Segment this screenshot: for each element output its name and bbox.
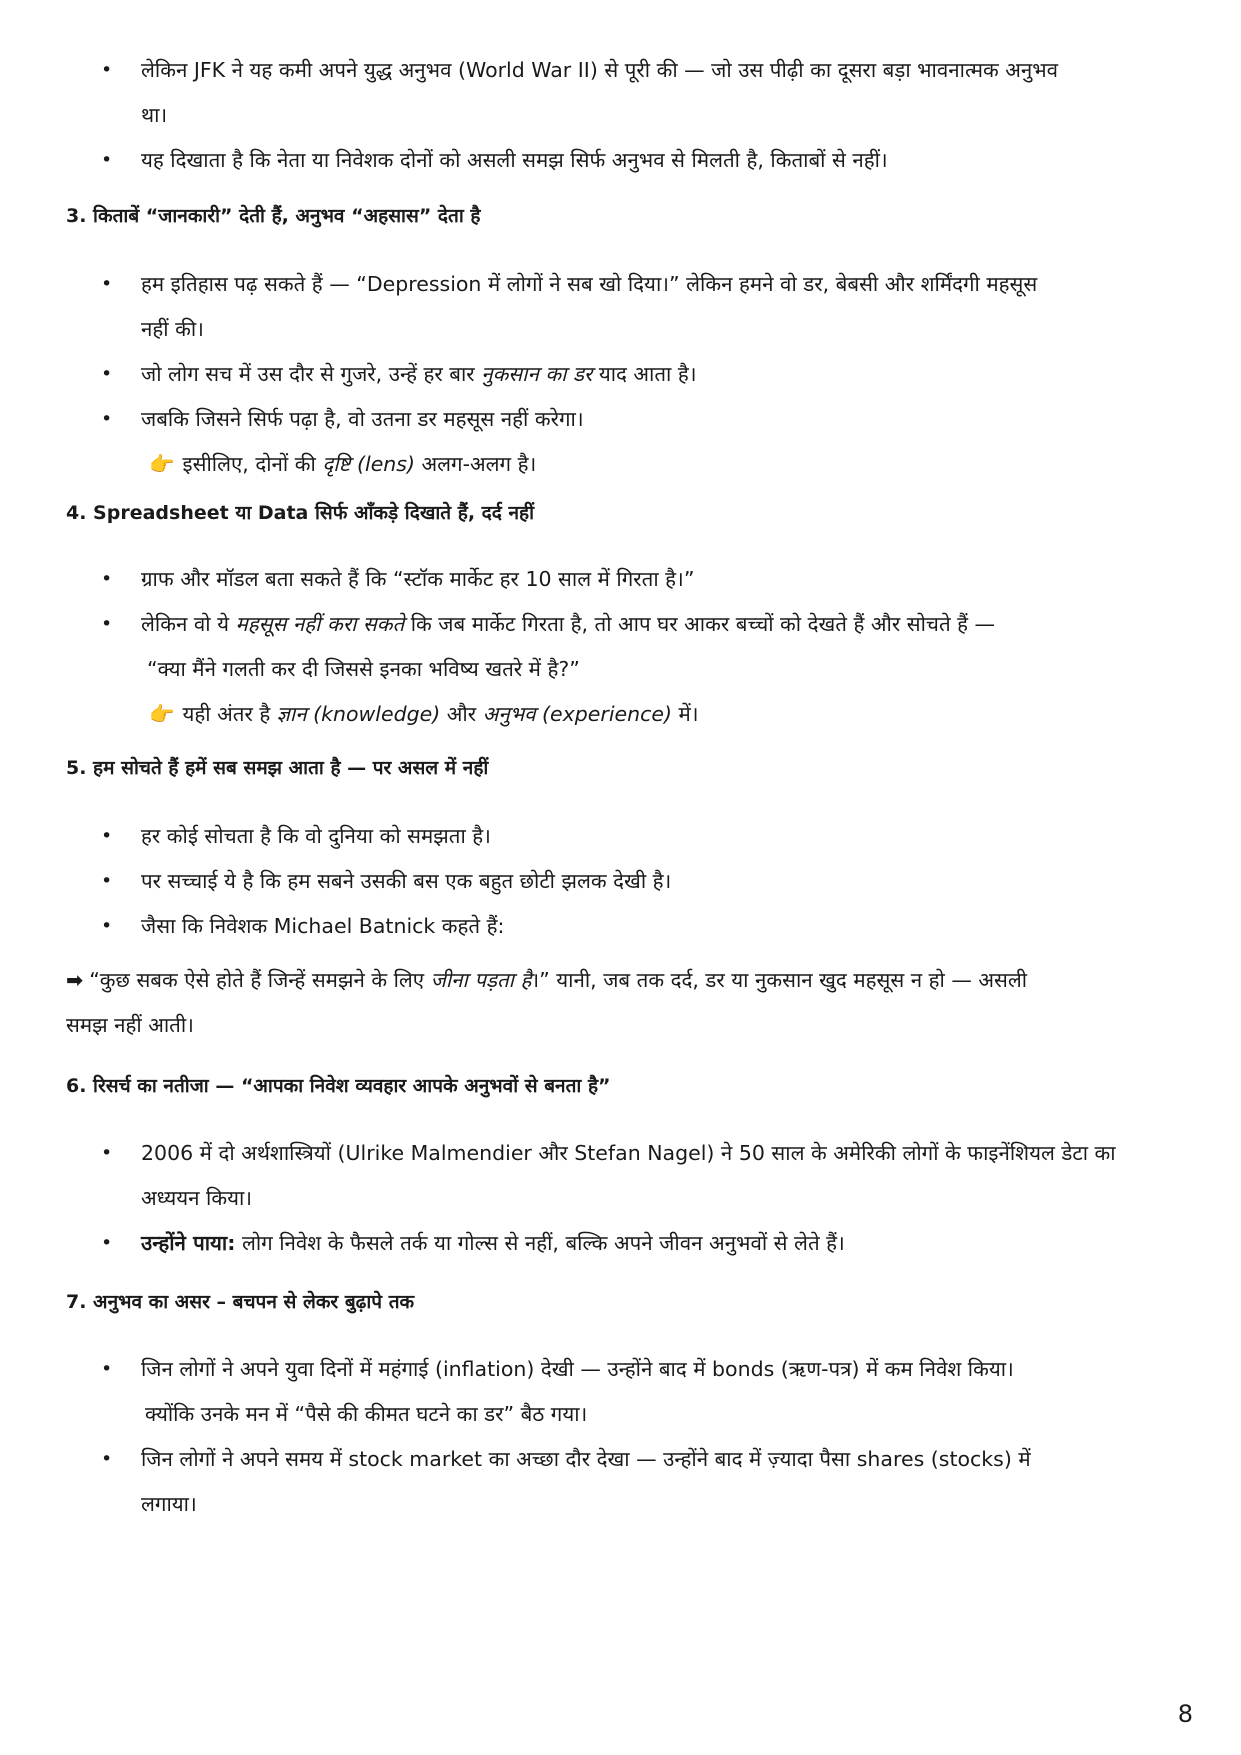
- list-item-text: पर सच्चाई ये है कि हम सबने उसकी बस एक बहुत छोटी झलक देखी है।: [141, 869, 672, 893]
- bullet-icon: •: [101, 613, 113, 635]
- list-item-text: लोग निवेश के फैसले तर्क या गोल्स से नहीं, बल्कि अपने जीवन अनुभवों से लेते हैं।: [235, 1231, 845, 1255]
- bullet-icon: •: [101, 59, 113, 81]
- list-item-text: जबकि जिसने सिर्फ पढ़ा है, वो उतना डर महसूस नहीं करेगा।: [141, 407, 584, 431]
- section6-heading: 6. रिसर्च का नतीजा — “आपका निवेश व्यवहार आपके अनुभवों से बनता है”: [66, 1075, 611, 1097]
- list-item-text: जिन लोगों ने अपने समय में stock market का अच्छा दौर देखा — उन्होंने बाद में ज़्यादा पैसा shares (stocks) में: [141, 1447, 1031, 1471]
- bullet-icon: •: [101, 568, 113, 590]
- section4-list: [94, 557, 1174, 737]
- note-text: इसीलिए, दोनों की: [182, 452, 323, 476]
- section6-list: [94, 1131, 1174, 1266]
- list-item-text: हम इतिहास पढ़ सकते हैं — “Depression में लोगों ने सब खो दिया।” लेकिन हमने वो डर, बेबसी और शर्मिंदगी महसूस: [141, 272, 1038, 296]
- note-text: अलग-अलग है।: [414, 452, 537, 476]
- pointer-note: [94, 442, 1174, 487]
- list-item: [94, 814, 1174, 859]
- arrow-icon: ➡: [66, 968, 84, 992]
- emphasis-text: ज्ञान (knowledge): [276, 702, 441, 726]
- list-item: [94, 48, 1174, 138]
- list-item-text: जैसा कि निवेशक Michael Batnick कहते हैं:: [141, 914, 505, 938]
- section4-heading: 4. Spreadsheet या Data सिर्फ आँकड़े दिखाते हैं, दर्द नहीं: [66, 502, 534, 524]
- section5-list: [94, 814, 1174, 949]
- bullet-icon: •: [101, 870, 113, 892]
- list-item: [94, 904, 1174, 949]
- list-item-text: लेकिन वो ये: [141, 612, 236, 636]
- section5-heading: 5. हम सोचते हैं हमें सब समझ आता है — पर असल में नहीं: [66, 757, 489, 779]
- bullet-icon: •: [101, 1232, 113, 1254]
- bullet-icon: •: [101, 915, 113, 937]
- emphasis-text: दृष्टि (lens): [322, 452, 415, 476]
- list-item-text: यह दिखाता है कि नेता या निवेशक दोनों को असली समझ सिर्फ अनुभव से मिलती है, किताबों से नहीं।: [141, 148, 888, 172]
- pointing-hand-icon: 👉: [149, 452, 175, 476]
- bullet-icon: •: [101, 363, 113, 385]
- batnick-quote: [66, 958, 1181, 1048]
- list-item: [94, 138, 1174, 183]
- section7-list: [94, 1347, 1174, 1527]
- bullet-icon: •: [101, 273, 113, 295]
- section2-tail-list: [94, 48, 1174, 183]
- list-item-text: “क्या मैंने गलती कर दी जिससे इनका भविष्य खतरे में है?”: [147, 657, 580, 681]
- list-item: [94, 1437, 1174, 1527]
- bullet-icon: •: [101, 1142, 113, 1164]
- section3-list: [94, 262, 1174, 487]
- list-item: [94, 397, 1174, 442]
- list-item: [94, 1347, 1174, 1437]
- section3-heading: 3. किताबें “जानकारी” देती हैं, अनुभव “अहसास” देता है: [66, 205, 481, 227]
- section7-heading: 7. अनुभव का असर – बचपन से लेकर बुढ़ापे तक: [66, 1291, 415, 1313]
- bullet-icon: •: [101, 825, 113, 847]
- page-number: 8: [1177, 1700, 1193, 1728]
- note-text: यही अंतर है: [182, 702, 277, 726]
- list-item: [94, 352, 1174, 397]
- bullet-icon: •: [101, 1448, 113, 1470]
- quote-text: समझ नहीं आती।: [66, 1013, 194, 1037]
- pointing-hand-icon: 👉: [149, 702, 175, 726]
- list-item: [94, 557, 1174, 602]
- emphasis-text: नुकसान का डर: [481, 362, 593, 386]
- note-text: में।: [672, 702, 699, 726]
- list-item: [94, 1221, 1174, 1266]
- list-item-text: था।: [141, 103, 168, 127]
- list-item: [94, 1131, 1174, 1221]
- emphasis-text: महसूस नहीं करा सकते: [235, 612, 405, 636]
- list-item: [94, 602, 1174, 692]
- list-item-text: क्योंकि उनके मन में “पैसे की कीमत घटने का डर” बैठ गया।: [145, 1402, 588, 1426]
- bullet-icon: •: [101, 149, 113, 171]
- list-item-text: लगाया।: [141, 1492, 197, 1516]
- list-item-text: नहीं की।: [141, 317, 204, 341]
- bullet-icon: •: [101, 1358, 113, 1380]
- finding-label: उन्होंने पाया:: [141, 1231, 236, 1255]
- list-item-text: हर कोई सोचता है कि वो दुनिया को समझता है।: [141, 824, 491, 848]
- list-item-text: याद आता है।: [592, 362, 697, 386]
- list-item: [94, 262, 1174, 352]
- note-text: और: [440, 702, 483, 726]
- list-item-text: लेकिन JFK ने यह कमी अपने युद्ध अनुभव (World War II) से पूरी की — जो उस पीढ़ी का दूसरा बड़ा भावनात्मक अनुभव: [141, 58, 1059, 82]
- emphasis-text: जीना पड़ता है: [430, 968, 532, 992]
- list-item-text: जो लोग सच में उस दौर से गुजरे, उन्हें हर बार: [141, 362, 482, 386]
- list-item-text: जिन लोगों ने अपने युवा दिनों में महंगाई (inflation) देखी — उन्होंने बाद में bonds (ऋण-पत्र) में कम निवेश किया।: [141, 1357, 1014, 1381]
- list-item-text: अध्ययन किया।: [141, 1186, 253, 1210]
- pointer-note: [94, 692, 1174, 737]
- emphasis-text: अनुभव (experience): [482, 702, 672, 726]
- list-item-text: 2006 में दो अर्थशास्त्रियों (Ulrike Malmendier और Stefan Nagel) ने 50 साल के अमेरिकी लोगों के फाइनेंशियल डेटा का: [141, 1141, 1116, 1165]
- bullet-icon: •: [101, 408, 113, 430]
- list-item-text: कि जब मार्केट गिरता है, तो आप घर आकर बच्चों को देखते हैं और सोचते हैं —: [404, 612, 996, 636]
- list-item-text: ग्राफ और मॉडल बता सकते हैं कि “स्टॉक मार्केट हर 10 साल में गिरता है।”: [141, 567, 695, 591]
- quote-text: “कुछ सबक ऐसे होते हैं जिन्हें समझने के लिए: [89, 968, 431, 992]
- list-item: [94, 859, 1174, 904]
- quote-text: ।” यानी, जब तक दर्द, डर या नुकसान खुद महसूस न हो — असली: [531, 968, 1028, 992]
